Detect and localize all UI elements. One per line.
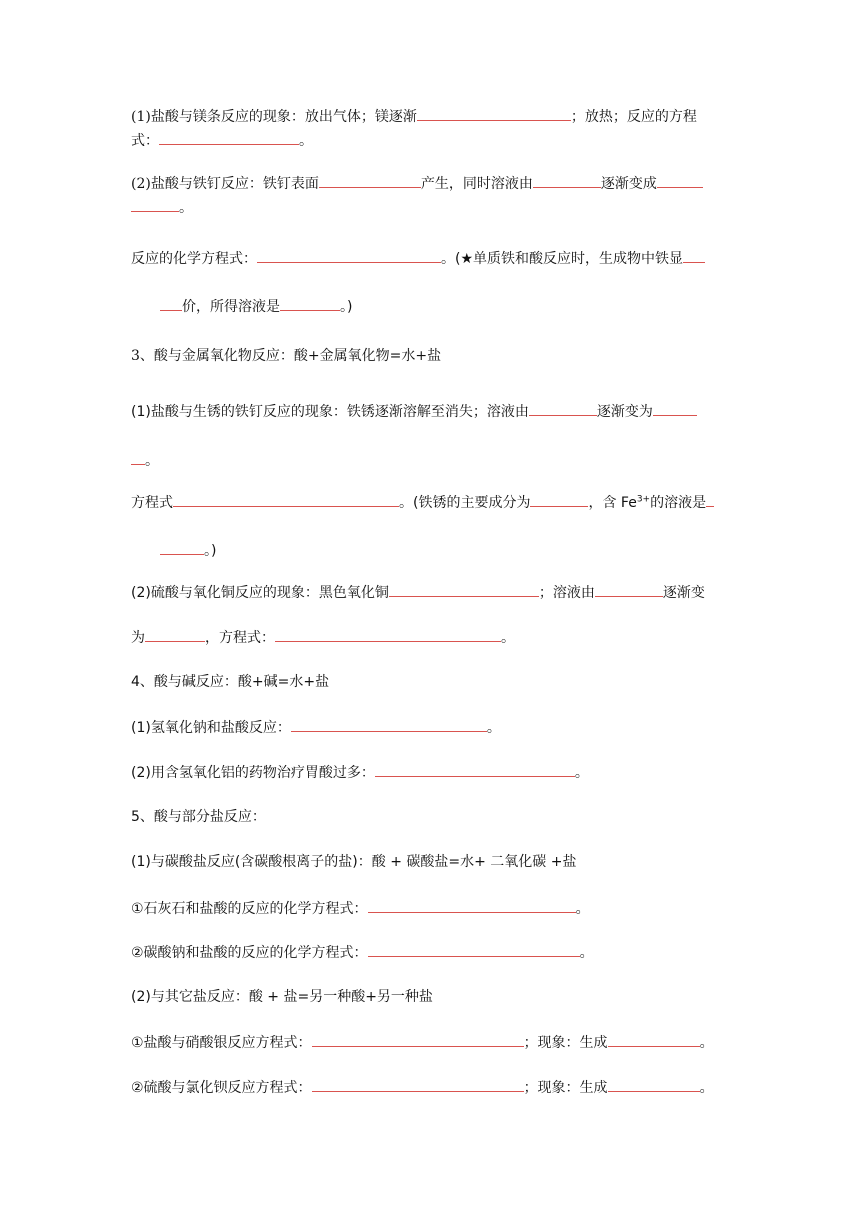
q-rusty-nail: [131, 401, 731, 422]
answer-blank[interactable]: [653, 401, 697, 416]
q-hcl-fe-continued: [131, 197, 731, 218]
answer-blank[interactable]: [319, 173, 421, 188]
text: 。): [340, 299, 353, 315]
q-rusty-nail-continued: [131, 450, 731, 471]
text: ；现象：生成: [523, 1035, 608, 1051]
text: 方程式: [131, 495, 173, 511]
text: ②碳酸钠和盐酸的反应的化学方程式：: [131, 945, 368, 961]
text: ，方程式：: [205, 630, 275, 646]
q-hcl-mg-equation: [131, 130, 731, 151]
q-fe-equation: [131, 248, 731, 269]
text: (1)与碳酸盐反应(含碳酸根离子的盐)：酸 + 碳酸盐=水+ 二氧化碳 +盐: [131, 854, 577, 870]
answer-blank[interactable]: [131, 197, 179, 212]
answer-blank[interactable]: [257, 248, 441, 263]
answer-blank[interactable]: [389, 582, 539, 597]
answer-blank[interactable]: [159, 130, 299, 145]
answer-blank[interactable]: [529, 401, 597, 416]
section-3-heading: [131, 346, 731, 366]
q-rust-equation: [131, 492, 731, 513]
answer-blank[interactable]: [657, 173, 703, 188]
text: 。: [299, 133, 313, 149]
subsection-carbonate: [131, 852, 731, 872]
text: 。(铁锈的主要成分为: [399, 495, 531, 511]
answer-blank[interactable]: [533, 173, 601, 188]
answer-blank[interactable]: [608, 1032, 700, 1047]
text: 为: [131, 630, 145, 646]
text: 5、酸与部分盐反应：: [131, 809, 266, 825]
q-h2so4-cuo-continued: [131, 627, 731, 648]
answer-blank[interactable]: [145, 627, 205, 642]
section-4-heading: [131, 672, 731, 692]
text: (2)与其它盐反应：酸 + 盐=另一种酸+另一种盐: [131, 989, 433, 1005]
q-naoh-hcl: [131, 717, 731, 738]
answer-blank[interactable]: [608, 1077, 700, 1092]
q-rust-continued: [160, 540, 760, 561]
answer-blank[interactable]: [275, 627, 501, 642]
section-5-heading: [131, 807, 731, 827]
text: 。: [486, 720, 501, 736]
answer-blank[interactable]: [280, 296, 340, 311]
answer-blank[interactable]: [368, 898, 576, 913]
text: ①盐酸与硝酸银反应方程式：: [131, 1035, 312, 1051]
q-h2so4-cuo: [131, 582, 731, 603]
text: (2)硫酸与氧化铜反应的现象：黑色氧化铜: [131, 585, 389, 601]
text: 反应的化学方程式：: [131, 251, 257, 267]
text: 价，所得溶液是: [182, 299, 280, 315]
answer-blank[interactable]: [595, 582, 663, 597]
text: 。): [204, 543, 217, 559]
text: 。: [575, 901, 590, 917]
answer-blank[interactable]: [683, 248, 705, 263]
q-na2co3-hcl: [131, 942, 731, 963]
text: ；溶液由: [538, 585, 595, 601]
q-aloh3-stomach: [131, 762, 731, 783]
answer-blank[interactable]: [173, 492, 399, 507]
subsection-other-salts: [131, 987, 731, 1007]
text: ；放热；反应的方程: [570, 109, 697, 125]
text: (2)用含氢氧化铝的药物治疗胃酸过多：: [131, 765, 375, 781]
text: 。: [179, 200, 193, 216]
text: 。: [145, 453, 159, 469]
answer-blank[interactable]: [160, 540, 204, 555]
text: 。: [501, 630, 515, 646]
text: 。: [699, 1080, 714, 1096]
answer-blank[interactable]: [368, 942, 580, 957]
q-fe-valence: [160, 296, 760, 317]
superscript: 3+: [636, 494, 651, 505]
text: (1)氢氧化钠和盐酸反应：: [131, 720, 291, 736]
q-h2so4-bacl2: [131, 1077, 731, 1098]
answer-blank[interactable]: [131, 450, 145, 465]
answer-blank[interactable]: [312, 1032, 524, 1047]
q-hcl-mg-reaction: [131, 106, 731, 127]
text: 。(★单质铁和酸反应时，生成物中铁显: [441, 251, 684, 267]
text: 逐渐变成: [600, 176, 657, 192]
text: 。: [579, 945, 594, 961]
answer-blank[interactable]: [375, 762, 575, 777]
q-hcl-agno3: [131, 1032, 731, 1053]
answer-blank[interactable]: [160, 296, 182, 311]
answer-blank[interactable]: [291, 717, 487, 732]
text: (1)盐酸与镁条反应的现象：放出气体；镁逐渐: [131, 109, 417, 125]
q-hcl-fe-reaction: [131, 173, 731, 194]
text: 逐渐变: [662, 585, 705, 601]
text: ①石灰石和盐酸的反应的化学方程式：: [131, 901, 368, 917]
text: ，含 Fe: [588, 495, 637, 511]
text: 式：: [131, 133, 159, 149]
text: 。: [699, 1035, 714, 1051]
answer-blank[interactable]: [312, 1077, 524, 1092]
q-limestone-hcl: [131, 898, 731, 919]
answer-blank[interactable]: [706, 492, 714, 507]
text: (2)盐酸与铁钉反应：铁钉表面: [131, 176, 319, 192]
text: 产生，同时溶液由: [420, 176, 533, 192]
text: ②硫酸与氯化钡反应方程式：: [131, 1080, 312, 1096]
text: 4、酸与碱反应：酸+碱=水+盐: [131, 674, 330, 690]
text: ；现象：生成: [523, 1080, 608, 1096]
text: 逐渐变为: [596, 404, 653, 420]
answer-blank[interactable]: [417, 106, 571, 121]
text: 3、酸与金属氧化物反应：酸+金属氧化物=水+盐: [131, 348, 442, 364]
text: 。: [574, 765, 589, 781]
text: (1)盐酸与生锈的铁钉反应的现象：铁锈逐渐溶解至消失；溶液由: [131, 404, 529, 420]
answer-blank[interactable]: [530, 492, 588, 507]
text: 的溶液是: [650, 495, 707, 511]
